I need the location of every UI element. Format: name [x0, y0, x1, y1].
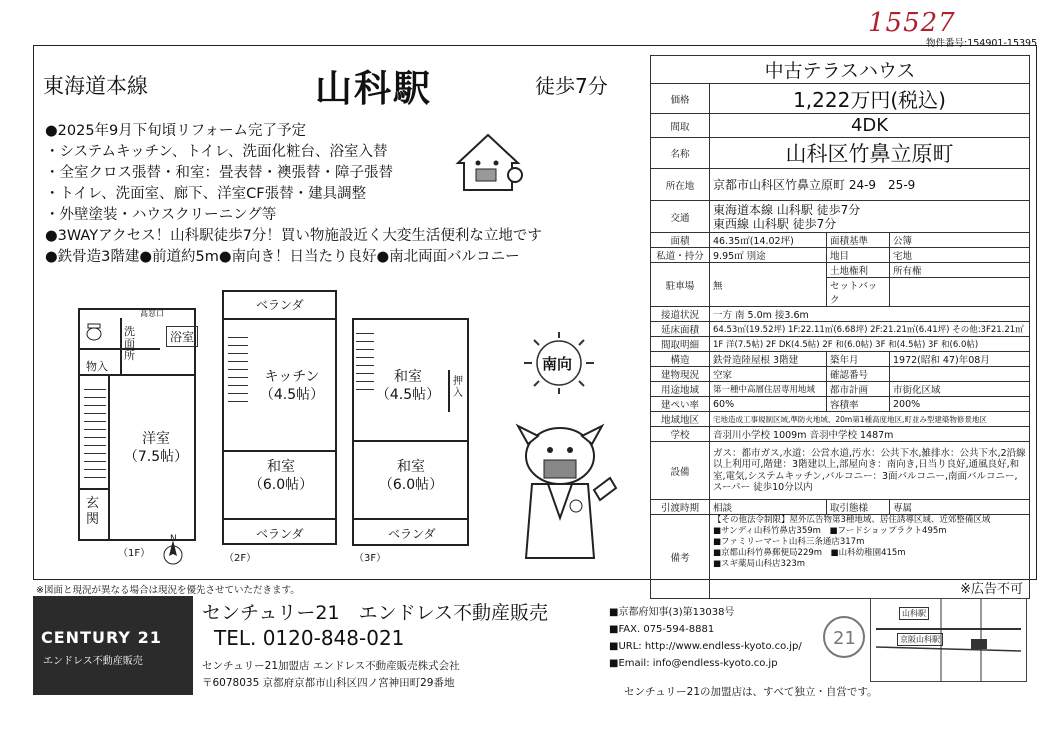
floor-label-2f: （2F）	[224, 553, 257, 564]
feature-item: ●2025年9月下旬頃リフォーム完了予定	[45, 123, 307, 139]
property-name: 山科区竹鼻立原町	[710, 138, 1030, 169]
price-label: 価格	[651, 84, 710, 114]
traffic-route: 東西線 山科駅 徒歩7分	[713, 216, 837, 231]
entrance-label: 玄関	[86, 496, 100, 527]
address: 京都市山科区竹鼻立原町 24-9 25-9	[710, 169, 1030, 201]
layout: 4DK	[710, 114, 1030, 138]
property-number: 物件番号:154901-15395	[926, 38, 1038, 49]
stairs-1f	[84, 382, 106, 482]
toilet-icon	[84, 322, 104, 342]
walk-time: 徒歩7分	[535, 74, 608, 98]
closet-label: 押入	[453, 376, 463, 399]
company-address: 〒6078035 京都府京都市山科区四ノ宮神田町29番地	[202, 677, 455, 689]
line-name: 東海道本線	[43, 74, 148, 98]
room-kitchen-4.5: キッチン （4.5帖）	[259, 369, 325, 403]
room-washitsu-6.0: 和室 （6.0帖）	[248, 459, 314, 493]
license-number: 京都府知事(3)第13038号	[618, 607, 735, 618]
room-western-7.5: 洋室 （7.5帖）	[123, 431, 189, 465]
svg-text:N: N	[170, 534, 177, 544]
equipment: ガス：都市ガス,水道：公営水道,汚水：公共下水,雑排水：公共下水,2沿線以上利用可,階建：3階建以上,部屋向き：南向き,日当り良好,通風良好,和室,電気,システムキッチン,バルコニー：3面バルコニー,南面バルコニー,スーパー 徒歩10分以内	[710, 442, 1030, 500]
independence-note: センチュリー21の加盟店は、すべて独立・自営です。	[624, 686, 878, 698]
high-window-label: 高窓口	[140, 309, 164, 318]
no-ad-note: ※広告不可	[960, 582, 1023, 597]
veranda-label: ベランダ	[256, 527, 304, 541]
price: 1,222万円(税込)	[710, 84, 1030, 114]
property-type: 中古テラスハウス	[651, 56, 1030, 84]
disclaimer: ※図面と現況が異なる場合は現況を優先させていただきます。	[36, 585, 300, 596]
station-name: 山科駅	[315, 66, 432, 110]
spec-table: 中古テラスハウス 価格 1,222万円(税込) 間取 4DK 名称 山科区竹鼻立原町 所在地 京都市山科区竹鼻立原町 24-9 25-9 交通 東海道本線 山科駅 徒歩7分 東西線 山科駅 徒歩7分 面積 46.35㎡(14.02坪) 面積基準 公簿 私道・持分 9.95㎡ 別途 地目 宅地 駐車場 無 土地権利 所有権 セットバック 接道状況 一方 南 5.0m 接3.6m 延床面積 64.53㎡(19.52坪) 1F:22.11㎡(6.68坪) 2F:21.21㎡(6.41坪) その他:3F21.21㎡ 間取明細 1F 洋(7.5帖) 2F DK(4.5帖) 2F 和(6.0帖) 3F 和(4.5帖) 3F 和(6.0帖) 構造 鉄骨造陸屋根 3階建 築年月 1972(昭和 47)年08月 建物現況 空家 確認番号 用途地域 第一種中高層住居専用地域 都市計画 市街化区域 建ぺい率 60% 容積率 200% 地域地区 宅地造成工事規制区域,準防火地域、20m第1種高度地区,町並み型建築物修景地区 学校 音羽川小学校 1009m 音羽中学校 1487m 設備 ガス：都市ガス,水道：公営水道,汚水：公共下水,雑排水：公共下水,2沿線以上利用可,階建：3階建以上,部屋向き：南向き,日当り良好,通風良好,和室,電気,システムキッチン,バルコニー：3面バルコニー,南面バルコニー,スーパー 徒歩10分以内 引渡時期 相談 取引態様 専属 備考 【その他法令制限】屋外広告物第3種地域、居住誘導区域、近郊整備区域 ■サンディ山科竹鼻店359m ■フードショップラクト495m ■ファミリーマート山科三条通店317m ■京都山科竹鼻郵便局229m ■山科幼稚園415m ■スギ薬局山科店323m ※広告不可	[650, 55, 1030, 599]
veranda-label: ベランダ	[256, 298, 304, 312]
floor-plan-2f	[222, 290, 337, 545]
north-arrow-icon	[162, 532, 184, 566]
veranda-label: ベランダ	[388, 527, 436, 541]
century21-logo: CENTURY 21 エンドレス不動産販売	[33, 596, 193, 695]
name-label: 名称	[651, 138, 710, 169]
room-washitsu-4.5: 和室 （4.5帖）	[375, 369, 441, 403]
feature-item: ●3WAYアクセス！山科駅徒歩7分！買い物施設近く大変生活便利な立地です	[45, 228, 542, 244]
feature-item: ・全室クロス張替・和室：畳表替・襖張替・障子張替	[45, 165, 393, 181]
house-mascot-icon	[450, 125, 525, 195]
dog-mascot-icon	[510, 418, 625, 573]
land-area: 46.35㎡(14.02坪)	[710, 233, 827, 248]
franchise-name: センチュリー21加盟店 エンドレス不動産販売株式会社	[202, 660, 460, 672]
handwritten-annotation: 15527	[868, 8, 956, 38]
company-name: センチュリー21 エンドレス不動産販売	[202, 602, 549, 624]
floor-label-1f: （1F）	[118, 548, 151, 559]
address-label: 所在地	[651, 169, 710, 201]
notes: 【その他法令制限】屋外広告物第3種地域、居住誘導区域、近郊整備区域 ■サンディ山科竹鼻店359m ■フードショップラクト495m ■ファミリーマート山科三条通店317m ■京都山科竹鼻郵便局229m ■山科幼稚園415m ■スギ薬局山科店323m ※広告不可	[710, 515, 1030, 599]
email-link[interactable]: Email: info@endless-kyoto.co.jp	[618, 658, 778, 669]
feature-item: ・外壁塗装・ハウスクリーニング等	[45, 207, 277, 223]
svg-text:21: 21	[833, 628, 856, 649]
traffic-label: 交通	[651, 201, 710, 233]
stairs-2f	[228, 330, 248, 405]
feature-item: ・システムキッチン、トイレ、洗面化粧台、浴室入替	[45, 144, 388, 160]
traffic-route: 東海道本線 山科駅 徒歩7分	[713, 202, 861, 217]
storage-label: 物入	[86, 360, 108, 373]
website-link[interactable]: URL: http://www.endless-kyoto.co.jp/	[618, 641, 802, 652]
washroom-label: 洗面所	[124, 325, 135, 362]
contact-info: ■京都府知事(3)第13038号 ■FAX. 075-594-8881 ■URL: http://www.endless-kyoto.co.jp/ ■Email: info@endless-kyoto.co.jp	[609, 607, 802, 669]
feature-item: ・トイレ、洗面室、廊下、洋室CF張替・建具調整	[45, 186, 367, 202]
feature-item: ●鉄骨造3階建●前道約5m●南向き！日当たり良好●南北両面バルコニー	[45, 249, 520, 265]
c21-seal-icon	[822, 615, 866, 659]
floor-label-3f: （3F）	[354, 553, 387, 564]
location-map: 山科駅 京阪山科駅	[870, 598, 1027, 682]
layout-label: 間取	[651, 114, 710, 138]
bath-label: 浴室	[166, 326, 198, 347]
room-washitsu-6.0: 和室 （6.0帖）	[378, 459, 444, 493]
south-facing-badge: 南向	[520, 330, 598, 396]
fax-number: FAX. 075-594-8881	[618, 624, 715, 635]
phone-number: TEL. 0120-848-021	[214, 626, 405, 650]
